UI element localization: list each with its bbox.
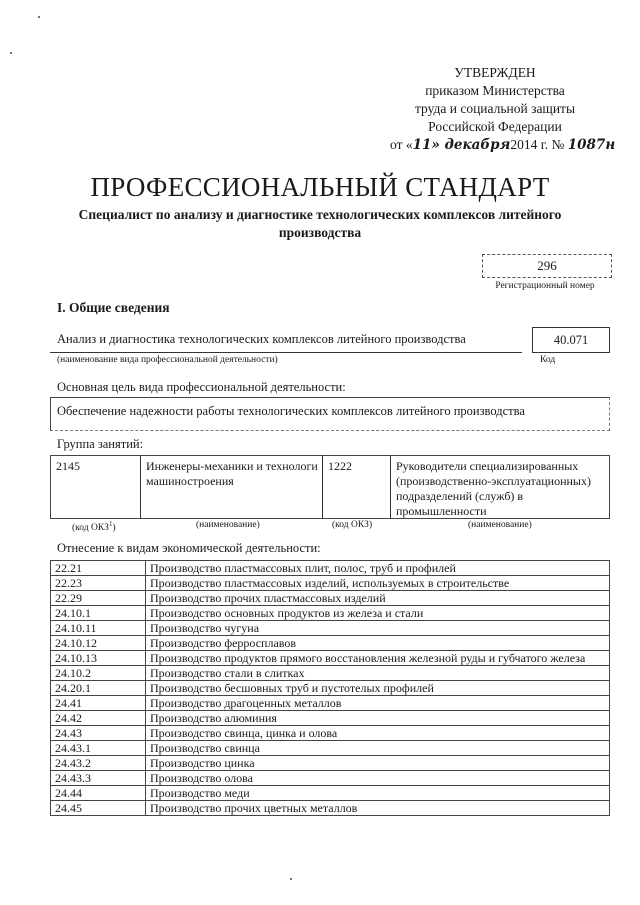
table-row: [51, 711, 610, 726]
activity-name: Анализ и диагностика технологических комплексов литейного производства: [57, 332, 466, 346]
okved-code: 24.10.2: [51, 666, 146, 681]
okved-name: Производство стали в слитках: [146, 666, 610, 681]
approval-title: УТВЕРЖДЕН: [454, 65, 536, 80]
table-row: [51, 561, 610, 576]
occupation-name-2: Руководители специализированных (производственно-эксплуатационных) подразделений (служб) в промышленности: [396, 459, 591, 518]
table-row: [51, 801, 610, 816]
approval-block: [390, 64, 616, 154]
order-month-handwritten: » декабря: [431, 137, 511, 153]
okved-code: 24.44: [51, 786, 146, 801]
occupations-divider-1: [140, 455, 141, 518]
table-row: [51, 771, 610, 786]
order-number-handwritten: 1087н: [567, 137, 616, 153]
okved-name: Производство меди: [146, 786, 610, 801]
order-date-line: [390, 136, 616, 154]
okved-name: Производство олова: [146, 771, 610, 786]
okved-code: 24.10.11: [51, 621, 146, 636]
okved-name: Производство основных продуктов из железа и стали: [146, 606, 610, 621]
table-row: [51, 576, 610, 591]
registration-caption: Регистрационный номер: [495, 281, 595, 291]
approval-line-ministry: труда и социальной защиты: [414, 101, 576, 116]
okved-code: 24.10.12: [51, 636, 146, 651]
okved-code: 24.43.2: [51, 756, 146, 771]
okved-name: Производство алюминия: [146, 711, 610, 726]
okved-name: Производство бесшовных труб и пустотелых профилей: [146, 681, 610, 696]
okved-name: Производство свинца, цинка и олова: [146, 726, 610, 741]
okved-code: 24.43: [51, 726, 146, 741]
okved-name: Производство свинца: [146, 741, 610, 756]
okved-name: Производство чугуна: [146, 621, 610, 636]
okved-name: Производство прочих цветных металлов: [146, 801, 610, 816]
table-row: [51, 666, 610, 681]
scan-speck: [38, 16, 40, 18]
okved-code: 22.29: [51, 591, 146, 606]
approval-line-order: приказом Министерства: [425, 83, 565, 98]
occupations-divider-2: [322, 455, 323, 518]
table-row: [51, 651, 610, 666]
registration-number-box: 296: [482, 254, 612, 278]
table-row: [51, 621, 610, 636]
table-row: [51, 786, 610, 801]
okved-name: Производство цинка: [146, 756, 610, 771]
okved-name: Производство пластмассовых плит, полос, труб и профилей: [146, 561, 610, 576]
occupations-divider-3: [390, 455, 391, 518]
standard-subtitle: Специалист по анализу и диагностике технологических комплексов литейного производства: [78, 207, 562, 240]
okved-code: 24.43.3: [51, 771, 146, 786]
activity-name-caption: (наименование вида профессиональной деятельности): [57, 355, 278, 365]
okved-code: 24.45: [51, 801, 146, 816]
goal-label: Основная цель вида профессиональной деятельности:: [57, 380, 346, 394]
occupation-name-1: Инженеры-механики и технологи машиностроения: [146, 459, 318, 488]
okved-code: 22.21: [51, 561, 146, 576]
table-row: [51, 696, 610, 711]
scan-speck: [290, 878, 292, 880]
okved-name: Производство продуктов прямого восстановления железной руды и губчатого железа: [146, 651, 610, 666]
okved-name: Производство ферросплавов: [146, 636, 610, 651]
section-heading: I. Общие сведения: [57, 300, 170, 315]
okved-name: Производство прочих пластмассовых изделий: [146, 591, 610, 606]
occupation-code-1: 2145: [56, 459, 80, 473]
okved-code: 24.10.13: [51, 651, 146, 666]
okved-code: 24.10.1: [51, 606, 146, 621]
okz-code-caption-1: (код ОКЗ$^1$): [72, 520, 116, 534]
table-row: [51, 681, 610, 696]
okz-code-caption-2: (код ОКЗ): [332, 520, 373, 530]
activity-code-box: 40.071: [532, 327, 610, 353]
okved-code: 24.41: [51, 696, 146, 711]
okved-code: 22.23: [51, 576, 146, 591]
scan-speck: [10, 52, 12, 54]
table-row: [51, 636, 610, 651]
occupations-label: Группа занятий:: [57, 437, 144, 451]
table-row: [51, 741, 610, 756]
economic-activities-table: [50, 560, 610, 816]
okz-name-caption-2: (наименование): [468, 520, 532, 530]
okved-code: 24.20.1: [51, 681, 146, 696]
okz-name-caption-1: (наименование): [196, 520, 260, 530]
okved-name: Производство драгоценных металлов: [146, 696, 610, 711]
page-title: ПРОФЕССИОНАЛЬНЫЙ СТАНДАРТ: [90, 172, 550, 202]
okved-name: Производство пластмассовых изделий, используемых в строительстве: [146, 576, 610, 591]
table-row: [51, 726, 610, 741]
okved-code: 24.43.1: [51, 741, 146, 756]
activity-code-caption: Код: [540, 355, 556, 365]
economic-label: Отнесение к видам экономической деятельности:: [57, 541, 321, 555]
order-year: 2014 г. №: [510, 137, 565, 152]
goal-box: [50, 397, 610, 431]
okved-code: 24.42: [51, 711, 146, 726]
approval-line-federation: Российской Федерации: [428, 119, 562, 134]
occupation-code-2: 1222: [328, 459, 352, 473]
table-row: [51, 756, 610, 771]
goal-text: Обеспечение надежности работы технологических комплексов литейного производства: [57, 404, 525, 418]
order-day-handwritten: 11: [412, 137, 432, 153]
table-row: [51, 606, 610, 621]
table-row: [51, 591, 610, 606]
activity-name-underline: [50, 352, 522, 353]
order-prefix: от «: [390, 137, 413, 152]
